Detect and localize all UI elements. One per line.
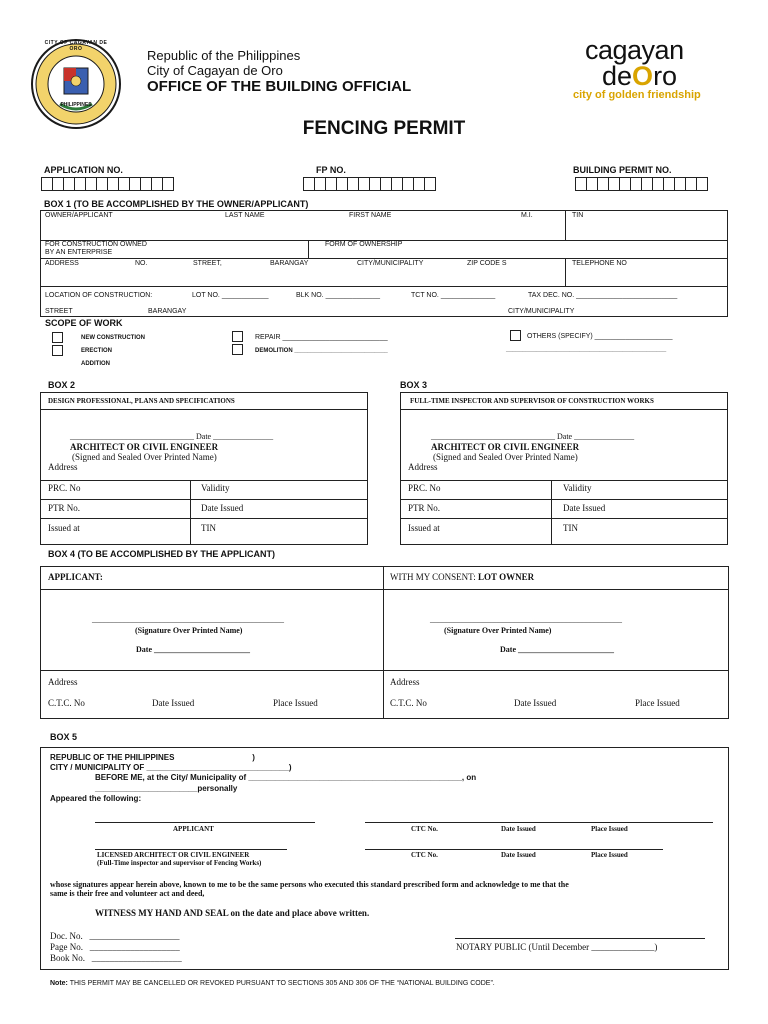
header-line2: City of Cagayan de Oro — [147, 63, 283, 78]
logo-tagline: city of golden friendship — [573, 89, 701, 101]
logo-line1: cagayan — [585, 35, 684, 65]
street-label: STREET, — [193, 260, 222, 267]
box5-ctc-label-2: CTC No. — [411, 851, 438, 859]
street2-label: STREET — [45, 308, 73, 315]
box5-same-text: same is their free and volunteer act and deed, — [50, 889, 205, 898]
for-construction-label: FOR CONSTRUCTION OWNED — [45, 241, 147, 248]
city2-label: CITY/MUNICIPALITY — [508, 308, 575, 315]
telephone-label: TELEPHONE NO — [572, 260, 627, 267]
box5-place-issued-label-1: Place Issued — [591, 825, 628, 833]
note-label: Note: — [50, 980, 68, 987]
addition-label: ADDITION — [81, 361, 110, 367]
consent-owner: LOT OWNER — [477, 572, 535, 582]
page-no-field[interactable]: Page No. ____________________ — [50, 942, 180, 952]
box2-validity-label: Validity — [201, 483, 230, 493]
box4-owner-date-issued-label: Date Issued — [514, 698, 557, 708]
box5-applicant-label: APPLICANT — [173, 825, 214, 833]
demolition-checkbox[interactable] — [232, 344, 243, 355]
owner-signature-label: (Signature Over Printed Name) — [444, 626, 552, 635]
box3-date-line[interactable]: _______________________________ Date _______________ — [431, 432, 635, 441]
seal-text-top: CITY OF CAGAYAN DE ORO — [44, 40, 108, 52]
box5-line4: _______________________personally — [95, 784, 238, 793]
doc-no-field[interactable]: Doc. No. ____________________ — [50, 931, 180, 941]
application-no-label: APPLICATION NO. — [44, 165, 123, 175]
box2-address-label: Address — [48, 462, 78, 472]
box5-line3: BEFORE ME, at the City/ Municipality of ________________________________________________, on — [95, 773, 477, 782]
box5-place-issued-label-2: Place Issued — [591, 851, 628, 859]
scope-label: SCOPE OF WORK — [45, 318, 123, 328]
box4-applicant-address-label: Address — [48, 677, 78, 687]
first-name-label: FIRST NAME — [349, 212, 392, 219]
box4-applicant-date-issued-label: Date Issued — [152, 698, 195, 708]
city-label: CITY/MUNICIPALITY — [357, 260, 424, 267]
mi-label: M.I. — [521, 212, 533, 219]
digit-cell[interactable] — [162, 177, 174, 191]
repair-field[interactable]: REPAIR ___________________________ — [255, 334, 388, 341]
by-enterprise-label: BY AN ENTERPRISE — [45, 249, 113, 256]
box2-date-issued-label: Date Issued — [201, 503, 244, 513]
owner-date-field[interactable]: Date ________________________ — [500, 645, 614, 654]
box4-applicant-ctc-label: C.T.C. No — [48, 698, 85, 708]
application-no-cells[interactable] — [41, 177, 173, 191]
building-permit-no-label: BUILDING PERMIT NO. — [573, 165, 672, 175]
box5-ctc-label-1: CTC No. — [411, 825, 438, 833]
notary-public-field[interactable]: NOTARY PUBLIC (Until December ______________) — [456, 942, 658, 952]
others-field[interactable]: OTHERS (SPECIFY) ____________________ — [527, 333, 673, 340]
box3-validity-label: Validity — [563, 483, 592, 493]
box2-heading: DESIGN PROFESSIONAL, PLANS AND SPECIFICATIONS — [48, 397, 235, 405]
new-construction-label: NEW CONSTRUCTION — [81, 335, 145, 341]
box5-whose-text: whose signatures appear herein above, known to me to be the same persons who executed this standard prescribed form and acknowledge to me that the — [50, 880, 569, 889]
fp-no-cells[interactable] — [303, 177, 435, 191]
applicant-date-field[interactable]: Date ________________________ — [136, 645, 250, 654]
box2-tin-label: TIN — [201, 523, 216, 533]
tin-label: TIN — [572, 212, 584, 219]
box3-label: BOX 3 — [400, 380, 428, 390]
box3-tin-label: TIN — [563, 523, 578, 533]
box5-line2: CITY / MUNICIPALITY OF ________________________________) — [50, 763, 292, 772]
form-ownership-label: FORM OF OWNERSHIP — [325, 241, 403, 248]
lot-no-field[interactable]: LOT NO. ____________ — [192, 292, 269, 299]
footer-note — [50, 980, 495, 987]
owner-applicant-label: OWNER/APPLICANT — [45, 212, 113, 219]
box5-label: BOX 5 — [50, 732, 78, 742]
box3-issued-at-label: Issued at — [408, 523, 440, 533]
owner-signature-line[interactable]: ________________________________________________ — [430, 615, 622, 624]
box5-line5: Appeared the following: — [50, 794, 142, 803]
repair-checkbox[interactable] — [232, 331, 243, 342]
box2-date-line[interactable]: _______________________________ Date _______________ — [70, 432, 274, 441]
box4-applicant-label: APPLICANT: — [48, 572, 103, 582]
seal-text-bottom: PHILIPPINES — [60, 102, 92, 108]
box4-consent-label — [390, 572, 534, 582]
fp-no-label: FP NO. — [316, 165, 346, 175]
erection-checkbox[interactable] — [52, 345, 63, 356]
box5-date-issued-label-2: Date Issued — [501, 851, 536, 859]
barangay-label: BARANGAY — [270, 260, 309, 267]
consent-prefix: WITH MY CONSENT: — [390, 572, 478, 582]
others-line[interactable]: ________________________________________________ — [506, 347, 667, 353]
logo-o: O — [632, 61, 654, 91]
box2-signed: (Signed and Sealed Over Printed Name) — [72, 452, 217, 462]
last-name-label: LAST NAME — [225, 212, 265, 219]
box5-line1: REPUBLIC OF THE PHILIPPINES ) — [50, 753, 255, 762]
cdo-logo — [573, 35, 730, 106]
box2-label: BOX 2 — [48, 380, 76, 390]
box2-title: ARCHITECT OR CIVIL ENGINEER — [70, 442, 219, 452]
box4-applicant-place-issued-label: Place Issued — [273, 698, 318, 708]
tax-dec-field[interactable]: TAX DEC. NO. __________________________ — [528, 292, 678, 299]
blk-no-field[interactable]: BLK NO. ______________ — [296, 292, 381, 299]
box5-licensed-label: LICENSED ARCHITECT OR CIVIL ENGINEER — [97, 851, 250, 859]
barangay2-label: BARANGAY — [148, 308, 187, 315]
box3-address-label: Address — [408, 462, 438, 472]
tct-no-field[interactable]: TCT NO. ______________ — [411, 292, 496, 299]
box3-ptr-label: PTR No. — [408, 503, 441, 513]
box5-fulltime-label: (Full-Time inspector and supervisor of Fencing Works) — [97, 859, 262, 867]
logo-de: de — [602, 61, 633, 91]
box2-issued-at-label: Issued at — [48, 523, 80, 533]
box2-prc-label: PRC. No — [48, 483, 81, 493]
box3-title: ARCHITECT OR CIVIL ENGINEER — [431, 442, 580, 452]
demolition-field[interactable]: DEMOLITION ____________________________ — [255, 348, 388, 354]
zip-label: ZIP CODE S — [467, 260, 507, 267]
box3-date-issued-label: Date Issued — [563, 503, 606, 513]
box5-date-issued-label-1: Date Issued — [501, 825, 536, 833]
others-checkbox[interactable] — [510, 330, 521, 341]
no-label: NO. — [135, 260, 148, 267]
note-text: THIS PERMIT MAY BE CANCELLED OR REVOKED PURSUANT TO SECTIONS 305 AND 306 OF THE “NATIONAL BUILDING CODE”. — [67, 980, 495, 987]
box4-owner-place-issued-label: Place Issued — [635, 698, 680, 708]
box3-signed: (Signed and Sealed Over Printed Name) — [433, 452, 578, 462]
owner-input[interactable] — [44, 222, 562, 238]
building-permit-no-cells[interactable] — [575, 177, 707, 191]
digit-cell[interactable] — [696, 177, 708, 191]
box3-prc-label: PRC. No — [408, 483, 441, 493]
location-label: LOCATION OF CONSTRUCTION: — [45, 292, 153, 299]
logo-ro: ro — [653, 61, 678, 91]
applicant-signature-line[interactable]: ________________________________________________ — [92, 615, 284, 624]
box4-owner-address-label: Address — [390, 677, 420, 687]
office-title: OFFICE OF THE BUILDING OFFICIAL — [147, 78, 412, 95]
digit-cell[interactable] — [424, 177, 436, 191]
erection-label: ERECTION — [81, 348, 113, 354]
box4-heading: BOX 4 (TO BE ACCOMPLISHED BY THE APPLICANT) — [48, 549, 276, 559]
box4-owner-ctc-label: C.T.C. No — [390, 698, 427, 708]
address-label: ADDRESS — [45, 260, 79, 267]
applicant-signature-label: (Signature Over Printed Name) — [135, 626, 243, 635]
box3-heading: FULL-TIME INSPECTOR AND SUPERVISOR OF CONSTRUCTION WORKS — [410, 397, 654, 405]
header-line1: Republic of the Philippines — [147, 48, 301, 63]
box1-heading: BOX 1 (TO BE ACCOMPLISHED BY THE OWNER/APPLICANT) — [44, 199, 309, 209]
new-construction-checkbox[interactable] — [52, 332, 63, 343]
box2-ptr-label: PTR No. — [48, 503, 81, 513]
form-title: FENCING PERMIT — [302, 118, 466, 139]
book-no-field[interactable]: Book No. ____________________ — [50, 953, 182, 963]
logo-line2 — [602, 62, 677, 90]
box5-witness-text: WITNESS MY HAND AND SEAL on the date and place above written. — [95, 908, 370, 918]
